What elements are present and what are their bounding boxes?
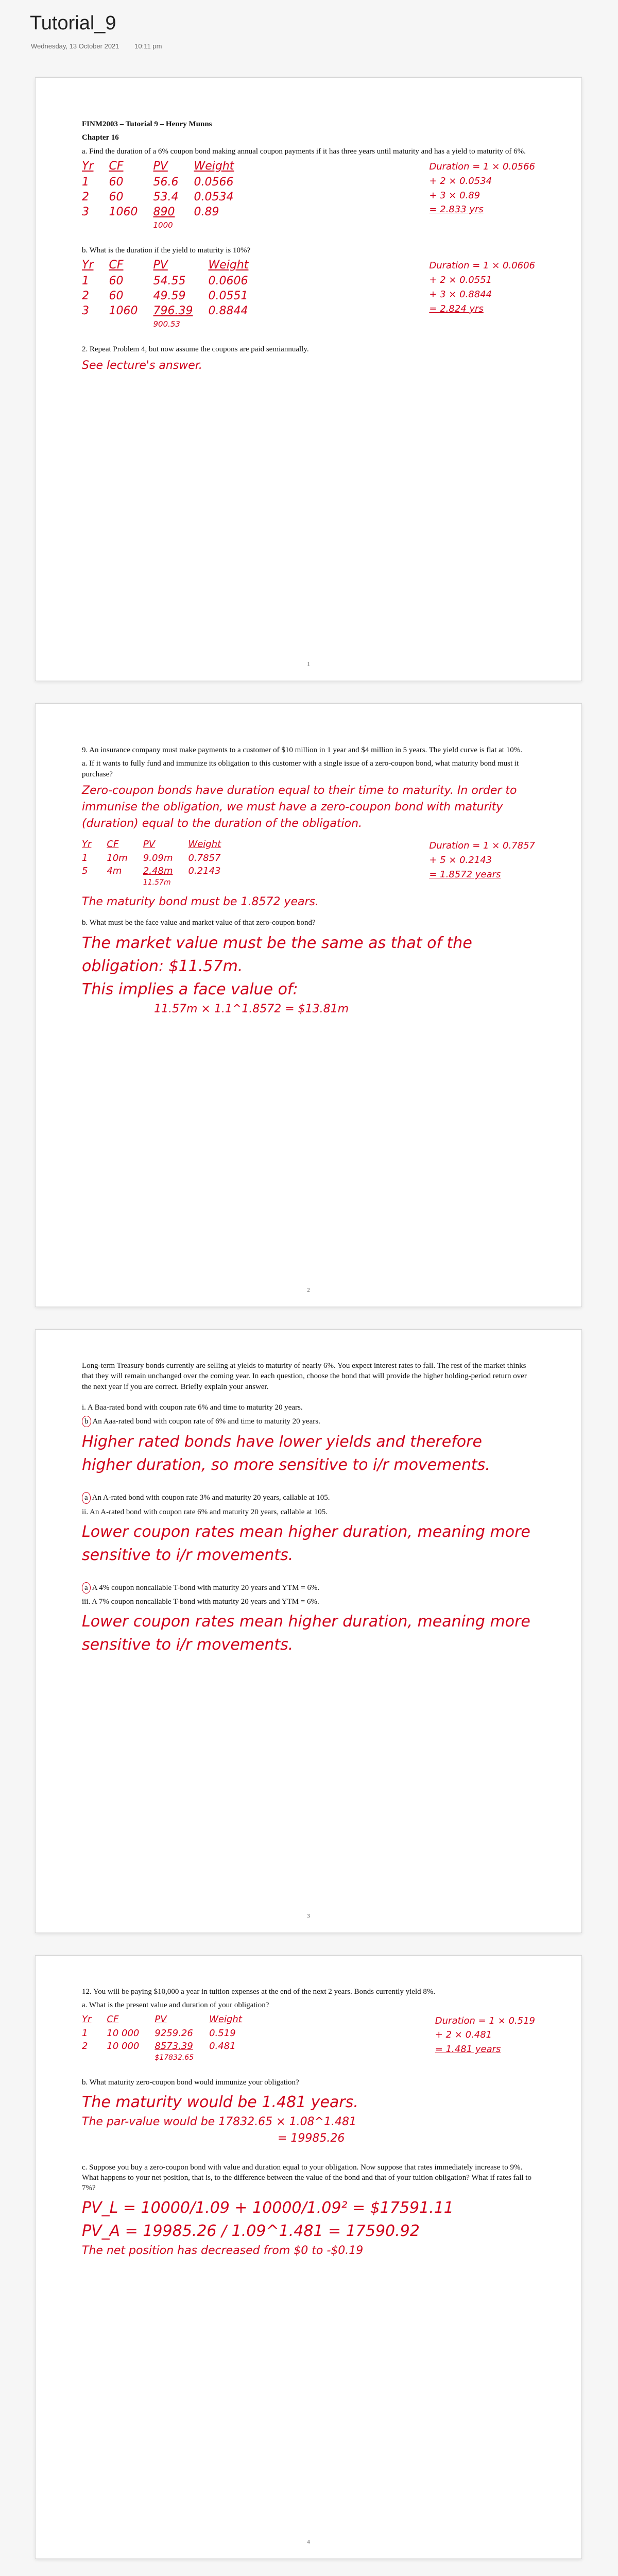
answer-9b-1: The market value must be the same as that of the obligation: $11.57m. [82,934,472,975]
chapter-heading: Chapter 16 [82,133,119,142]
answer-12a [82,2014,535,2062]
answer-2: See lecture's answer. [82,359,202,372]
circled-choice-mark: a [82,1582,91,1594]
circled-choice-mark: b [82,1416,91,1427]
answer-9b-3: 11.57m × 1.1^1.8572 = $13.81m [154,1002,349,1015]
duration-calc-12: Duration = 1 × 0.519 + 2 × 0.481 = 1.481 years [435,2015,535,2055]
option-ii-2: ii. An A-rated bond with coupon rate 6% and maturity 20 years, callable at 105. [82,1507,328,1516]
question-9: 9. An insurance company must make payments to a customer of $10 million in 1 year and $4 million in 5 years. The yield curve is flat at 10%. [82,746,522,754]
answer-ii: Lower coupon rates mean higher duration, meaning more sensitive to i/r movements. [82,1522,530,1564]
answer-9a-conclusion: The maturity bond must be 1.8572 years. [82,895,319,909]
pv-table-4b: Yr CF PV Weight 1 60 54.55 0.0606 2 60 49.59 0.0551 3 1060 796.39 0.8844 900.53 [82,259,249,329]
answer-4a [82,160,535,230]
duration-calc-4b: Duration = 1 × 0.0606 + 2 × 0.0551 + 3 × 0.8844 = 2.824 yrs [429,260,535,314]
answer-9b-2: This implies a face value of: [82,980,298,998]
note-title[interactable]: Tutorial_9 [30,12,116,34]
option-iii-1: a A 4% coupon noncallable T-bond with maturity 20 years and YTM = 6%. [82,1582,535,1594]
answer-12c-1: PV_L = 10000/1.09 + 10000/1.09² = $17591.11 [82,2199,454,2217]
question-intro: Long-term Treasury bonds currently are selling at yields to maturity of nearly 6%. You expect interest rates to fall. The rest of the market thinks that they will remain unchanged over the coming year. In each question, choose the bond that will provide the higher holding-period return over the next year if you are correct. Briefly explain your answer. [82,1362,527,1391]
note-date: Wednesday, 13 October 2021 [31,42,119,50]
note-time: 10:11 pm [134,42,162,50]
answer-9a-calc [82,839,535,887]
pdf-page-2 [35,703,582,1307]
pv-table-4a: Yr CF PV Weight 1 60 56.6 0.0566 2 60 53.4 0.0534 3 1060 890 0.89 1000 [82,159,234,230]
pv-sum-12: $17832.65 [154,2053,194,2062]
option-ii-1: a An A-rated bond with coupon rate 3% and maturity 20 years, callable at 105. [82,1492,535,1503]
question-9a: a. If it wants to fully fund and immunize its obligation to this customer with a single issue of a zero-coupon bond, what maturity bond must it purchase? [82,759,519,778]
note-header [0,0,618,62]
question-12c: c. Suppose you buy a zero-coupon bond with value and duration equal to your obligation. Now suppose that rates immediately increase to 9%. What happens to your net position, that is, to the difference between the value of the bond and that of your tuition obligation? What if rates fall to 7%? [82,2163,531,2193]
pv-sum-9: 11.57m [143,878,171,887]
page-number: 4 [307,2539,310,2545]
question-4a: a. Find the duration of a 6% coupon bond making annual coupon payments if it has three years until maturity and has a yield to maturity of 6%. [82,147,526,156]
answer-12c-2: PV_A = 19985.26 / 1.09^1.481 = 17590.92 [82,2222,420,2241]
page-number: 2 [307,1287,310,1293]
answer-i: Higher rated bonds have lower yields and therefore higher duration, so more sensitive to i/r movements. [82,1433,490,1475]
question-4b: b. What is the duration if the yield to maturity is 10%? [82,246,251,255]
answer-12b-1: The maturity would be 1.481 years. [82,2093,358,2111]
answer-12b-2: The par-value would be 17832.65 × 1.08^1.481 [82,2115,356,2128]
pv-sum-4b: 900.53 [153,319,180,329]
answer-12b-3: = 19985.26 [278,2131,345,2145]
pdf-page-1 [35,77,582,681]
question-9b: b. What must be the face value and market value of that zero-coupon bond? [82,919,316,927]
pv-table-12: Yr CF PV Weight 1 10 000 9259.26 0.519 2 10 000 8573.39 0.481 $17832.65 [82,2013,242,2062]
pdf-page-4 [35,1955,582,2559]
pdf-page-3 [35,1329,582,1933]
question-12b: b. What maturity zero-coupon bond would immunize your obligation? [82,2078,299,2087]
option-i-1: i. A Baa-rated bond with coupon rate 6% and time to maturity 20 years. [82,1403,303,1412]
page-number: 1 [307,661,310,667]
note-meta [31,42,175,50]
option-iii-2: iii. A 7% coupon noncallable T-bond with maturity 20 years and YTM = 6%. [82,1598,319,1606]
answer-iii: Lower coupon rates mean higher duration, meaning more sensitive to i/r movements. [82,1613,530,1654]
circled-choice-mark: a [82,1492,91,1503]
duration-calc-4a: Duration = 1 × 0.0566 + 2 × 0.0534 + 3 × 0.89 = 2.833 yrs [429,161,535,215]
answer-4b [82,259,535,329]
pv-sum-4a: 1000 [153,220,173,230]
option-i-2: b An Aaa-rated bond with coupon rate of 6% and time to maturity 20 years. [82,1416,535,1427]
answer-12c-3: The net position has decreased from $0 to -$0.19 [82,2244,364,2258]
question-2: 2. Repeat Problem 4, but now assume the coupons are paid semiannually. [82,345,309,353]
question-12a: a. What is the present value and duration of your obligation? [82,2001,269,2010]
course-title: FINM2003 – Tutorial 9 – Henry Munns [82,120,212,128]
duration-calc-9: Duration = 1 × 0.7857 + 5 × 0.2143 = 1.8572 years [429,840,535,880]
pv-table-9: Yr CF PV Weight 1 10m 9.09m 0.7857 5 4m 2.48m 0.2143 11.57m [82,839,221,887]
question-12: 12. You will be paying $10,000 a year in tuition expenses at the end of the next 2 years. Bonds currently yield 8%. [82,1988,436,1996]
page-number: 3 [307,1913,310,1919]
answer-9a-explanation: Zero-coupon bonds have duration equal to their time to maturity. In order to immunise the obligation, we must have a zero-coupon bond with maturity (duration) equal to the duration of the obligation. [82,784,517,830]
